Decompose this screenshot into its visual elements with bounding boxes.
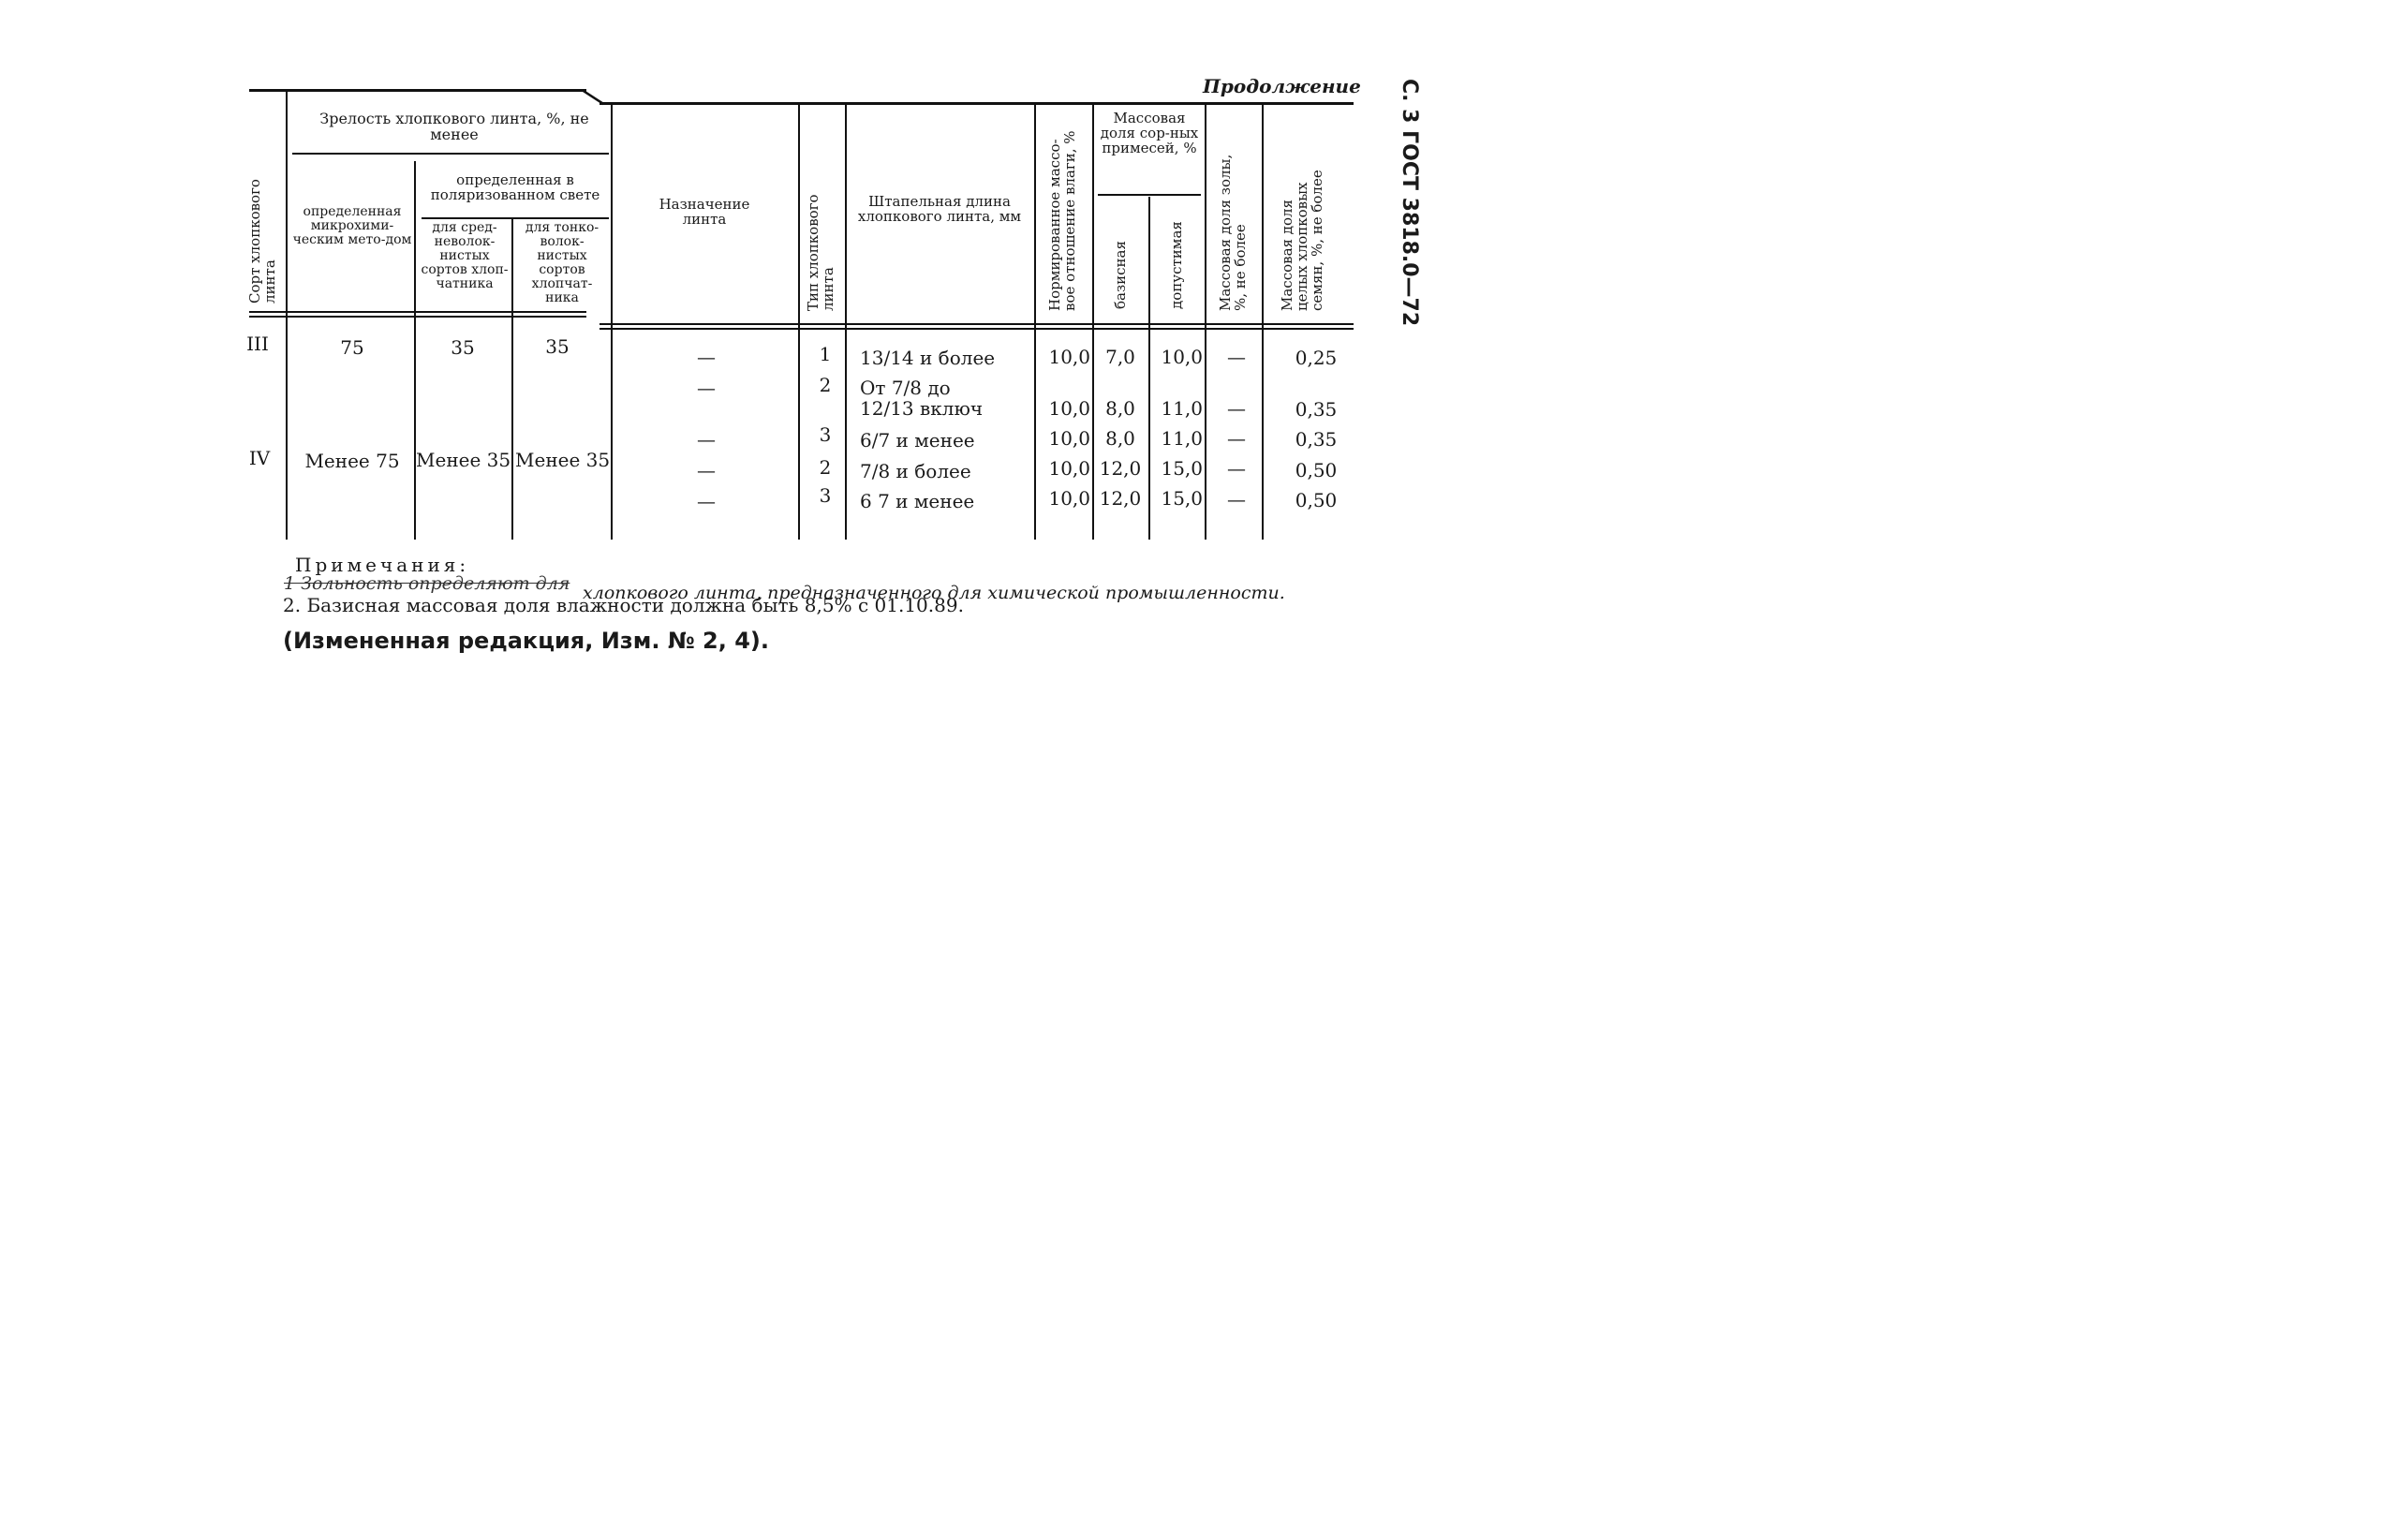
cell-moisture: 10,0 [1048,346,1090,368]
notes-title: Примечания: [295,554,470,576]
cell-allowed: 11,0 [1161,397,1203,420]
cell-moisture: 10,0 [1048,487,1090,510]
header-seeds: Массовая доля целых хлопковых семян, %, не более [1279,170,1325,311]
continuation-label: Продолжение [1203,75,1361,97]
cell-seeds: 0,25 [1295,347,1338,369]
cell-seeds: 0,35 [1295,398,1338,421]
header-moisture: Нормированное массо-вое отношение влаги, % [1046,130,1078,311]
cell-moisture: 10,0 [1048,427,1090,450]
cell-basic: 12,0 [1099,457,1142,480]
cell-seeds: 0,35 [1295,428,1338,451]
cell-basic: 12,0 [1099,487,1142,510]
page-label: С. 3 ГОСТ 3818.0—72 [1398,79,1421,327]
cell-purpose: — [697,377,716,399]
note-2: 2. Базисная массовая доля влажности должна быть 8,5% с 01.10.89. [283,594,964,616]
cell-basic: 8,0 [1105,427,1135,450]
header-impurities: Массовая доля сор-ных примесей, % [1100,110,1199,156]
revision-note: (Измененная редакция, Изм. № 2, 4). [283,628,769,654]
header-microchem: определенная микрохими-ческим мето-дом [292,204,412,247]
cell-staple: От 7/8 до 12/13 включ [860,377,984,420]
header-staple: Штапельная длина хлопкового линта, мм [857,193,1022,225]
cell-allowed: 10,0 [1161,346,1203,368]
cell-allowed: 11,0 [1161,427,1203,450]
cell-seeds: 0,50 [1295,459,1338,481]
cell-type: 3 [819,484,832,507]
header-grade: Сорт хлопкового линта [246,179,278,304]
cell-seeds: 0,50 [1295,489,1338,511]
cell-ash: — [1227,457,1246,480]
cell-purpose: — [697,346,716,368]
cell-purpose: — [697,490,716,512]
cell-ash: — [1227,427,1246,450]
header-basic: базисная [1112,241,1129,309]
cell-purpose: — [697,459,716,481]
cell-staple: 13/14 и более [860,347,996,369]
header-purpose: Назначение линта [659,196,750,228]
header-fine-fiber: для тонко-волок-нистых сортов хлопчат-ника [525,220,599,305]
header-maturity: Зрелость хлопкового линта, %, не менее [319,110,589,143]
note-1-struck: 1 Зольность определяют для [284,573,570,594]
cell-microchem: 75 [340,336,364,359]
header-lint-type: Тип хлопкового линта [805,194,836,311]
cell-type: 2 [819,374,832,396]
cell-type: 2 [819,456,832,479]
cell-staple: 6 7 и менее [860,490,975,512]
cell-microchem: Менее 75 [304,450,400,472]
cell-moisture: 10,0 [1048,457,1090,480]
cell-type: 1 [819,343,832,365]
cell-medium: Менее 35 [416,449,511,471]
cell-fine: 35 [545,335,570,358]
maturity-rule [292,153,609,155]
cell-ash: — [1227,397,1246,420]
cell-ash: — [1227,346,1246,368]
cell-type: 3 [819,423,832,446]
cell-staple: 6/7 и менее [860,429,975,452]
cell-grade: III [246,333,269,355]
cell-ash: — [1227,488,1246,511]
cell-staple: 7/8 и более [860,460,971,482]
header-medium-fiber: для сред-неволок-нистых сортов хлоп-чатника [421,220,509,291]
cell-basic: 7,0 [1105,346,1135,368]
header-polarized: определенная в поляризованном свете [430,171,600,203]
impurities-rule [1098,194,1201,196]
cell-allowed: 15,0 [1161,487,1203,510]
polarized-rule [422,217,609,219]
cell-purpose: — [697,428,716,451]
cell-fine: Менее 35 [515,449,611,471]
cell-medium: 35 [451,336,475,359]
cell-grade: IV [248,447,271,469]
note-1-handwritten: хлопкового линта, предназначенного для химической промышленности. [583,583,1285,603]
cell-moisture: 10,0 [1048,397,1090,420]
cell-basic: 8,0 [1105,397,1135,420]
header-allowed: допустимая [1168,221,1185,309]
cell-allowed: 15,0 [1161,457,1203,480]
header-ash: Массовая доля золы, %, не более [1217,154,1249,311]
